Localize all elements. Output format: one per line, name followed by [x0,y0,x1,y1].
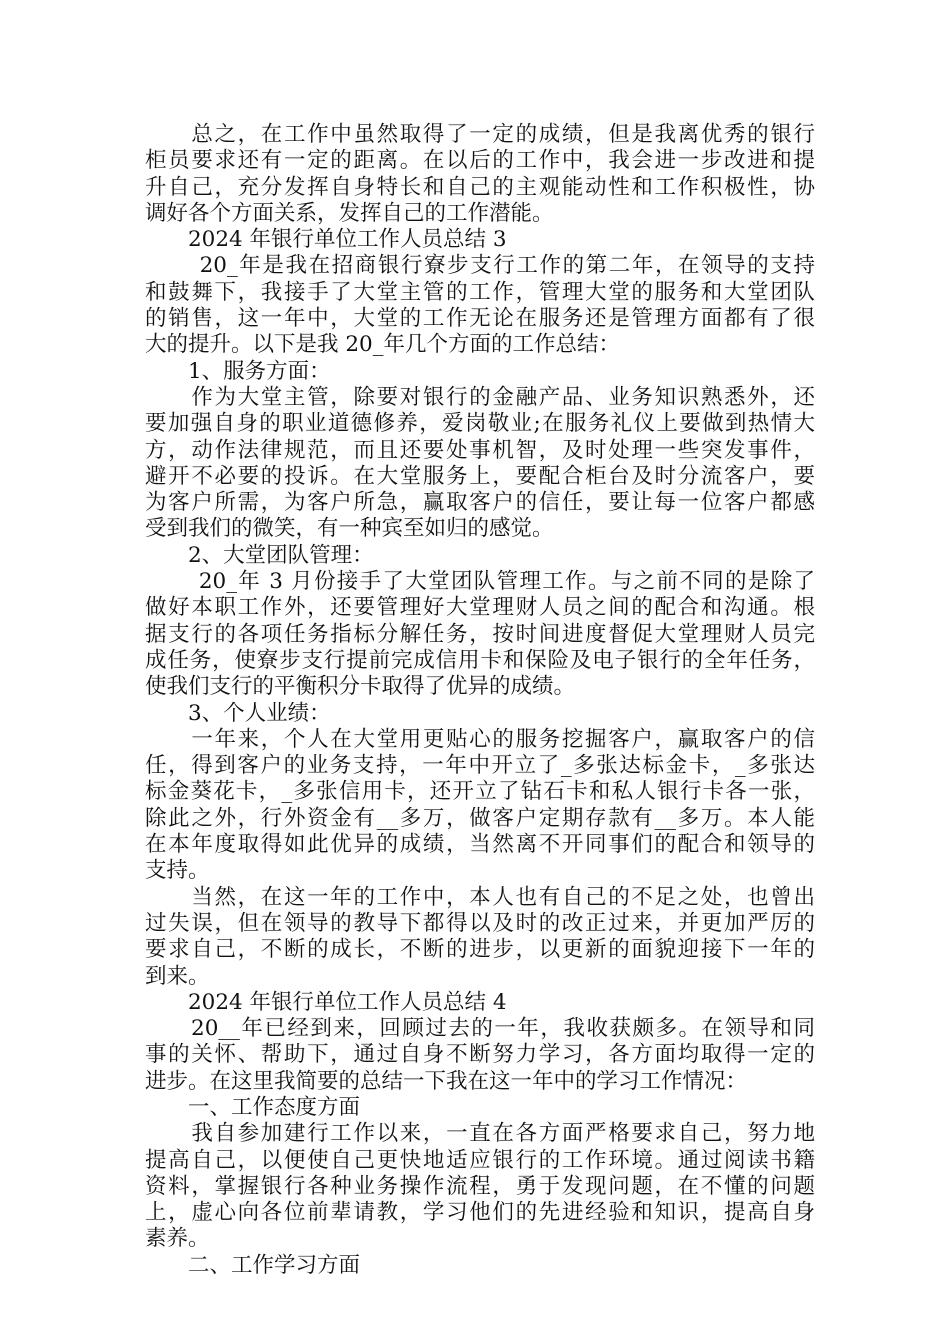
text-line: 作为大堂主管，除要对银行的金融产品、业务知识熟悉外，还 [145,384,815,410]
text-line: 做好本职工作外，还要管理好大堂理财人员之间的配合和沟通。根 [145,595,815,621]
text-line: 总之，在工作中虽然取得了一定的成绩，但是我离优秀的银行 [145,122,815,147]
text-line: 2、大堂团队管理： [145,542,374,568]
text-line: 和鼓舞下，我接手了大堂主管的工作，管理大堂的服务和大堂团队 [145,279,815,305]
text-line: 支持。 [145,858,210,884]
text-line: 1、服务方面： [145,358,331,384]
text-line: 要求自己，不断的成长，不断的进步，以更新的面貌迎接下一年的 [145,937,815,963]
text-line: 避开不必要的投诉。在大堂服务上，要配合柜台及时分流客户，要 [145,463,815,489]
text-line: 调好各个方面关系，发挥自己的工作潜能。 [145,200,554,226]
text-line: 据支行的各项任务指标分解任务，按时间进度督促大堂理财人员完 [145,621,815,647]
text-line: 柜员要求还有一定的距离。在以后的工作中，我会进一步改进和提 [145,148,815,174]
text-line: 素养。 [145,1226,210,1252]
text-line: 受到我们的微笑，有一种宾至如归的感觉。 [145,516,554,542]
text-line: 进步。在这里我简要的总结一下我在这一年中的学习工作情况： [145,1068,748,1094]
text-line: 二、工作学习方面 [145,1252,361,1278]
text-line: 任，得到客户的业务支持，一年中开立了_多张达标金卡，_多张达 [145,753,815,779]
text-line: 成任务，使寮步支行提前完成信用卡和保险及电子银行的全年任务， [145,647,815,673]
text-line: 为客户所需，为客户所急，赢取客户的信任，要让每一位客户都感 [145,490,815,516]
text-line: 升自己，充分发挥自身特长和自己的主观能动性和工作积极性，协 [145,174,815,200]
text-line: 到来。 [145,963,210,989]
text-line: 一年来，个人在大堂用更贴心的服务挖掘客户，赢取客户的信 [145,726,815,752]
text-line: 2024 年银行单位工作人员总结 4 [145,989,507,1015]
text-line: 的销售，这一年中，大堂的工作无论在服务还是管理方面都有了很 [145,306,815,332]
text-line: 2024 年银行单位工作人员总结 3 [145,227,507,253]
text-line: 过失误，但在领导的教导下都得以及时的改正过来，并更加严厉的 [145,910,815,936]
text-line: 在本年度取得如此优异的成绩，当然离不开同事们的配合和领导的 [145,832,815,858]
text-line: 我自参加建行工作以来，一直在各方面严格要求自己，努力地 [145,1121,815,1147]
text-line: 大的提升。以下是我 20_年几个方面的工作总结： [145,332,620,358]
text-line: 要加强自身的职业道德修养，爱岗敬业;在服务礼仪上要做到热情大 [145,411,815,437]
text-line: 上，虚心向各位前辈请教，学习他们的先进经验和知识，提高自身 [145,1200,815,1226]
text-line: 使我们支行的平衡积分卡取得了优异的成绩。 [145,674,576,700]
text-line: 除此之外，行外资金有__多万，做客户定期存款有__多万。本人能 [145,805,815,831]
text-line: 20__年已经到来，回顾过去的一年，我收获颇多。在领导和同 [145,1016,815,1042]
text-line: 提高自己，以便使自己更快地适应银行的工作环境。通过阅读书籍 [145,1147,815,1173]
text-line: 20_年 3 月份接手了大堂团队管理工作。与之前不同的是除了 [145,569,815,595]
text-line: 标金葵花卡，_多张信用卡，还开立了钻石卡和私人银行卡各一张， [145,779,815,805]
document-page [145,122,815,1279]
text-line: 20_年是我在招商银行寮步支行工作的第二年，在领导的支持 [145,253,815,279]
text-line: 一、工作态度方面 [145,1094,361,1120]
text-line: 方，动作法律规范，而且还要处事机智，及时处理一些突发事件， [145,437,815,463]
text-line: 3、个人业绩： [145,700,331,726]
text-line: 资料，掌握银行各种业务操作流程，勇于发现问题，在不懂的问题 [145,1173,815,1199]
text-line: 事的关怀、帮助下，通过自身不断努力学习，各方面均取得一定的 [145,1042,815,1068]
text-line: 当然，在这一年的工作中，本人也有自己的不足之处，也曾出 [145,884,815,910]
